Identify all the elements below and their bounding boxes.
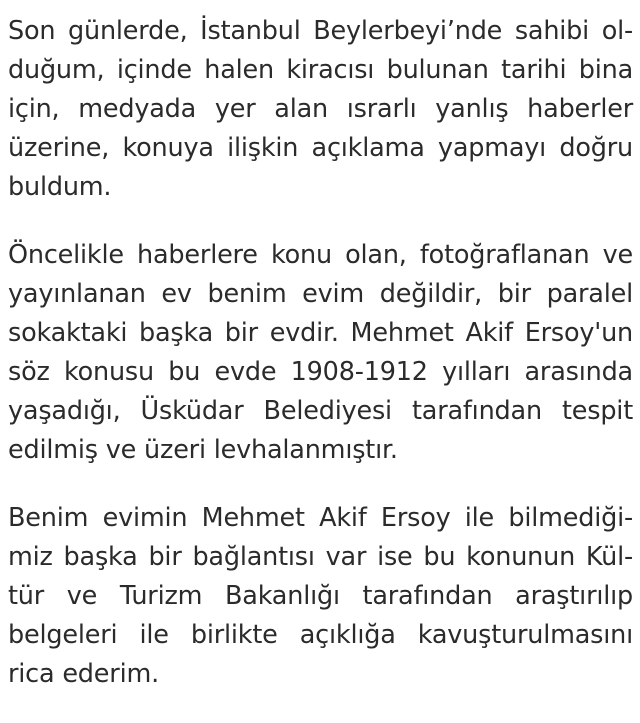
text-line: üzerine, konuya ilişkin açıklama yapmayı doğru xyxy=(8,133,633,163)
text-line: yaşadığı, Üsküdar Belediyesi tarafından tespit xyxy=(8,396,633,426)
text-line: miz başka bir bağlantısı var ise bu konunun Kül- xyxy=(8,542,633,572)
text-line: belgeleri ile birlikte açıklığa kavuşturulmasını xyxy=(8,620,633,650)
text-line: rica ederim. xyxy=(8,659,159,689)
text-line: için, medyada yer alan ısrarlı yanlış haberler xyxy=(8,94,633,124)
text-line: Benim evimin Mehmet Akif Ersoy ile bilmediği- xyxy=(8,503,633,533)
text-line: duğum, içinde halen kiracısı bulunan tarihi bina xyxy=(8,55,633,85)
paragraph-1 xyxy=(8,12,633,207)
text-line: sokaktaki başka bir evdir. Mehmet Akif Ersoy'un xyxy=(8,318,633,348)
text-line: Son günlerde, İstanbul Beylerbeyi’nde sahibi ol- xyxy=(8,16,633,46)
text-line: söz konusu bu evde 1908-1912 yılları arasında xyxy=(8,357,633,387)
text-line: edilmiş ve üzeri levhalanmıştır. xyxy=(8,435,398,465)
text-line: buldum. xyxy=(8,172,112,202)
paragraph-2 xyxy=(8,236,633,470)
text-line: yayınlanan ev benim evim değildir, bir paralel xyxy=(8,279,633,309)
text-line: tür ve Turizm Bakanlığı tarafından araştırılıp xyxy=(8,581,633,611)
statement-document xyxy=(8,12,633,723)
paragraph-3 xyxy=(8,499,633,694)
text-line: Öncelikle haberlere konu olan, fotoğraflanan ve xyxy=(8,240,633,270)
